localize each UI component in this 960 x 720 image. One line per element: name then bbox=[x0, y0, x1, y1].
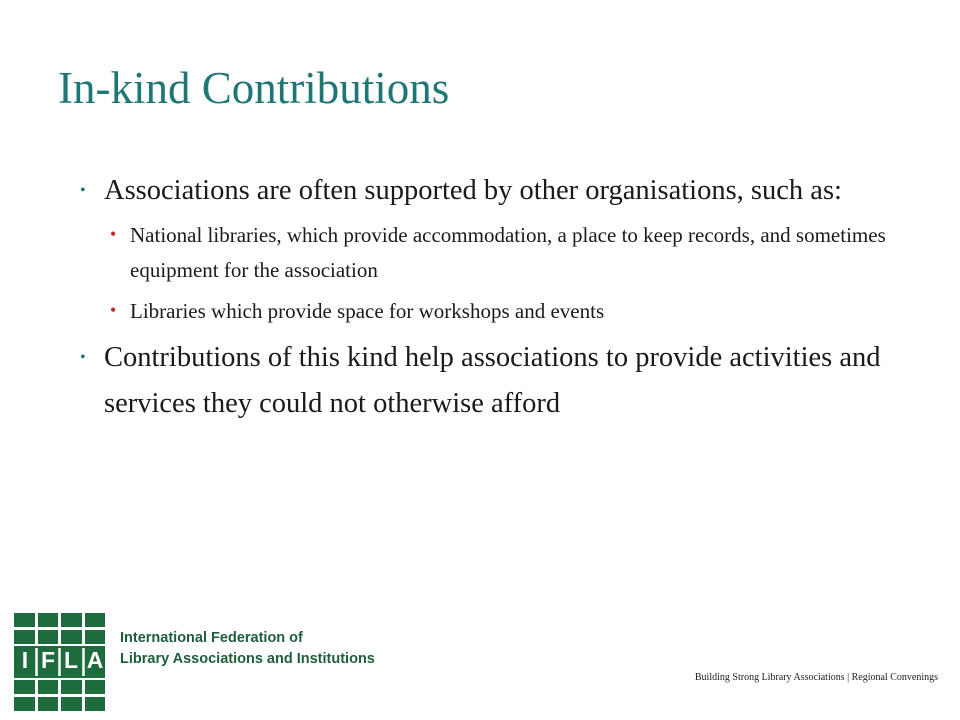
sub-bullet-list bbox=[80, 218, 920, 329]
logo-line-1: International Federation of bbox=[120, 630, 303, 646]
sub-bullet-item bbox=[110, 294, 920, 329]
logo-text bbox=[120, 628, 375, 670]
sub-bullet-text: National libraries, which provide accommodation, a place to keep records, and sometimes equipment for the association bbox=[130, 223, 886, 282]
bullet-text: Associations are often supported by other organisations, such as: bbox=[104, 175, 842, 206]
bullet-item bbox=[80, 168, 920, 214]
logo-letter: F bbox=[40, 647, 56, 673]
logo-letter: I bbox=[21, 647, 29, 673]
sub-bullet-dot-icon: • bbox=[110, 224, 117, 244]
slide-title: In-kind Contributions bbox=[58, 63, 450, 113]
bullet-dot-icon: • bbox=[80, 182, 86, 199]
bullet-text: Contributions of this kind help associations to provide activities and services they could not otherwise afford bbox=[104, 342, 881, 419]
bullet-dot-icon: • bbox=[80, 349, 86, 366]
logo-line-2: Library Associations and Institutions bbox=[120, 651, 375, 667]
sub-bullet-text: Libraries which provide space for workshops and events bbox=[130, 299, 605, 323]
sub-bullet-item bbox=[110, 218, 920, 288]
sub-bullet-dot-icon: • bbox=[110, 300, 117, 320]
logo-letter: A bbox=[86, 647, 104, 673]
bullet-item bbox=[80, 335, 920, 427]
footer-text: Building Strong Library Associations | Regional Convenings bbox=[694, 672, 938, 683]
bullet-list bbox=[80, 168, 920, 427]
logo-letter: L bbox=[63, 647, 79, 673]
